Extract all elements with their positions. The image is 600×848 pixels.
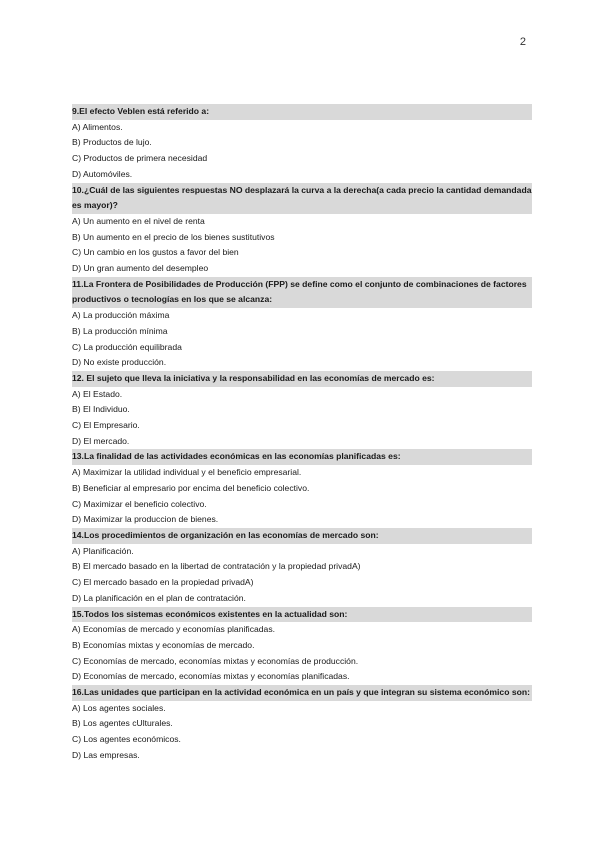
answer-option: D) Las empresas. (72, 749, 140, 760)
question-text: 16.Las unidades que participan en la actividad económica en un país y que integran su sistema económico son: (72, 685, 532, 701)
answer-option: A) Maximizar la utilidad individual y el beneficio empresarial. (72, 467, 302, 478)
answer-option: B) Beneficiar al empresario por encima del beneficio colectivo. (72, 482, 310, 493)
page-number: 2 (519, 36, 526, 48)
answer-option: C) Economías de mercado, economías mixtas y economías de producción. (72, 655, 359, 666)
question-text: 15.Todos los sistemas económicos existentes en la actualidad son: (72, 607, 532, 623)
question-list (72, 104, 532, 764)
answer-option: C) La producción equilibrada (72, 341, 182, 352)
answer-option: A) Economías de mercado y economías planificadas. (72, 624, 276, 635)
question-block (72, 277, 532, 371)
answer-option: C) El Empresario. (72, 420, 140, 431)
answer-option: B) Un aumento en el precio de los bienes sustitutivos (72, 231, 275, 242)
answer-option: C) Maximizar el beneficio colectivo. (72, 498, 207, 509)
answer-option: C) Los agentes económicos. (72, 734, 181, 745)
answer-option: D) Economías de mercado, economías mixtas y economías planificadas. (72, 671, 350, 682)
answer-option: D) Maximizar la produccion de bienes. (72, 514, 219, 525)
answer-option: C) El mercado basado en la propiedad privadA) (72, 577, 254, 588)
answer-option: B) La producción mínima (72, 325, 168, 336)
answer-option: C) Productos de primera necesidad (72, 153, 208, 164)
question-block (72, 685, 532, 764)
answer-option: D) Automóviles. (72, 168, 133, 179)
question-block (72, 371, 532, 450)
answer-option: D) La planificación en el plan de contratación. (72, 592, 246, 603)
question-text: 10.¿Cuál de las siguientes respuestas NO desplazará la curva a la derecha(a cada precio la cantidad demandada es mayor)? (72, 183, 532, 214)
question-text: 12. El sujeto que lleva la iniciativa y la responsabilidad en las economías de mercado es: (72, 371, 532, 387)
question-text: 14.Los procedimientos de organización en las economías de mercado son: (72, 528, 532, 544)
answer-option: D) El mercado. (72, 435, 130, 446)
answer-option: A) La producción máxima (72, 310, 170, 321)
question-block (72, 183, 532, 277)
question-block (72, 449, 532, 528)
answer-option: A) Planificación. (72, 545, 134, 556)
question-block (72, 104, 532, 183)
answer-option: A) Alimentos. (72, 121, 123, 132)
answer-option: A) El Estado. (72, 388, 123, 399)
answer-option: B) El mercado basado en la libertad de contratación y la propiedad privadA) (72, 561, 361, 572)
question-block (72, 607, 532, 686)
question-text: 11.La Frontera de Posibilidades de Producción (FPP) se define como el conjunto de combinaciones de factores productivos o tecnologías en los que se alcanza: (72, 277, 532, 308)
answer-option: D) Un gran aumento del desempleo (72, 263, 209, 274)
question-block (72, 528, 532, 607)
question-text: 9.El efecto Veblen está referido a: (72, 104, 532, 120)
answer-option: D) No existe producción. (72, 357, 167, 368)
answer-option: B) Economías mixtas y economías de mercado. (72, 639, 255, 650)
answer-option: B) El Individuo. (72, 404, 130, 415)
question-text: 13.La finalidad de las actividades económicas en las economías planificadas es: (72, 449, 532, 465)
answer-option: B) Productos de lujo. (72, 137, 152, 148)
answer-option: B) Los agentes cUlturales. (72, 718, 173, 729)
answer-option: A) Un aumento en el nivel de renta (72, 215, 205, 226)
answer-option: C) Un cambio en los gustos a favor del bien (72, 247, 239, 258)
answer-option: A) Los agentes sociales. (72, 702, 166, 713)
